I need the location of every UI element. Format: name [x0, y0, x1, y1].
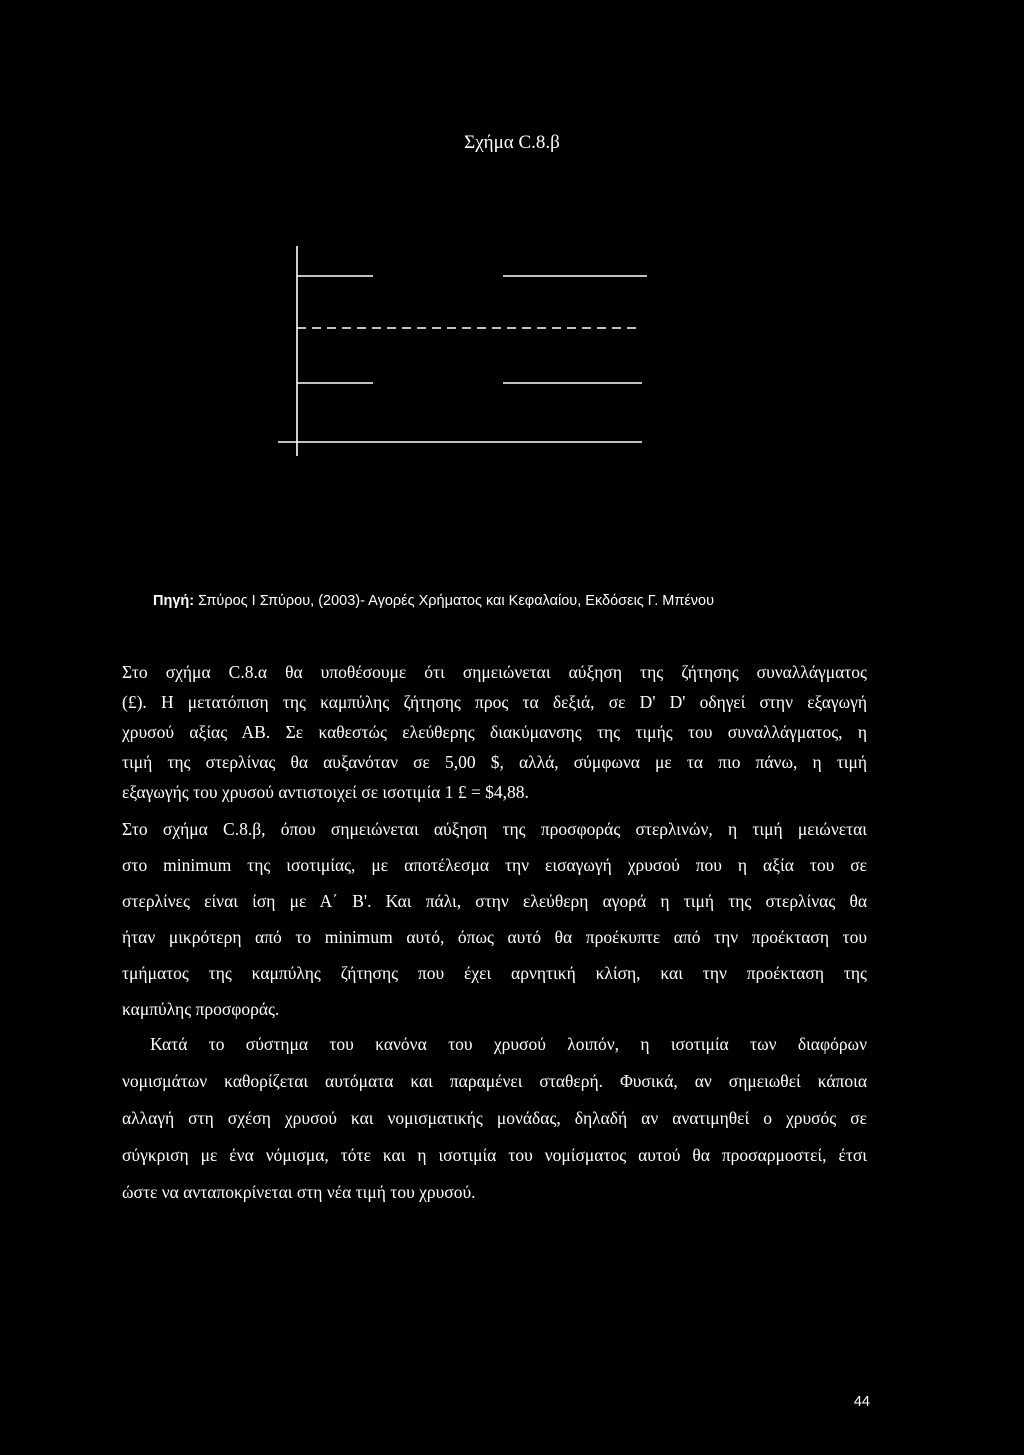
paragraph-3-line-2: νομισμάτων καθορίζεται αυτόματα και παραμένει σταθερή. Φυσικά, αν σημειωθεί κάποια: [122, 1071, 867, 1091]
paragraph-1-line-3: χρυσού αξίας ΑΒ. Σε καθεστώς ελεύθερης διακύμανσης της τιμής του συναλλάγματος, η: [122, 722, 867, 742]
paragraph-2-line-6: καμπύλης προσφοράς.: [122, 999, 280, 1019]
paragraph-3-line-5: ώστε να ανταποκρίνεται στη νέα τιμή του χρυσού.: [122, 1182, 476, 1202]
source-label: Πηγή:: [153, 593, 195, 609]
paragraph-2-line-5: τμήματος της καμπύλης ζήτησης που έχει αρνητική κλίση, και την προέκταση της: [122, 963, 867, 983]
figure-title: Σχήμα C.8.β: [464, 132, 560, 153]
source-citation: [153, 590, 873, 612]
paragraph-1-line-4: τιμή της στερλίνας θα αυξανόταν σε 5,00 $, αλλά, σύμφωνα με τα πιο πάνω, η τιμή: [122, 752, 867, 772]
figure-diagram: [270, 240, 660, 470]
paragraph-3-line-4: σύγκριση με ένα νόμισμα, τότε και η ισοτιμία του νομίσματος αυτού θα προσαρμοστεί, έτσι: [122, 1145, 867, 1165]
paragraph-1-line-1: Στο σχήμα C.8.α θα υποθέσουμε ότι σημειώνεται αύξηση της ζήτησης συναλλάγματος: [122, 662, 867, 682]
paragraph-3-line-1: Κατά το σύστημα του κανόνα του χρυσού λοιπόν, η ισοτιμία των διαφόρων: [150, 1034, 867, 1054]
paragraph-1-line-2: (£). Η μετατόπιση της καμπύλης ζήτησης προς τα δεξιά, σε D' D' οδηγεί στην εξαγωγή: [122, 692, 867, 712]
page-number: 44: [853, 1394, 870, 1410]
paragraph-2-line-2: στο minimum της ισοτιμίας, με αποτέλεσμα την εισαγωγή χρυσού που η αξία του σε: [122, 855, 867, 875]
paragraph-1-line-5: εξαγωγής του χρυσού αντιστοιχεί σε ισοτιμία 1 £ = $4,88.: [122, 782, 529, 802]
source-text: Σπύρος Ι Σπύρου, (2003)- Αγορές Χρήματος και Κεφαλαίου, Εκδόσεις Γ. Μπένου: [194, 593, 715, 609]
paragraph-2-line-1: Στο σχήμα C.8.β, όπου σημειώνεται αύξηση της προσφοράς στερλινών, η τιμή μειώνεται: [122, 819, 867, 839]
paragraph-2-line-4: ήταν μικρότερη από το minimum αυτό, όπως αυτό θα προέκυπτε από την προέκταση του: [122, 927, 867, 947]
paragraph-2-line-3: στερλίνες είναι ίση με Α΄ Β'. Και πάλι, στην ελεύθερη αγορά η τιμή της στερλίνας θα: [122, 891, 867, 911]
paragraph-3-line-3: αλλαγή στη σχέση χρυσού και νομισματικής μονάδας, δηλαδή αν ανατιμηθεί ο χρυσός σε: [122, 1108, 867, 1128]
